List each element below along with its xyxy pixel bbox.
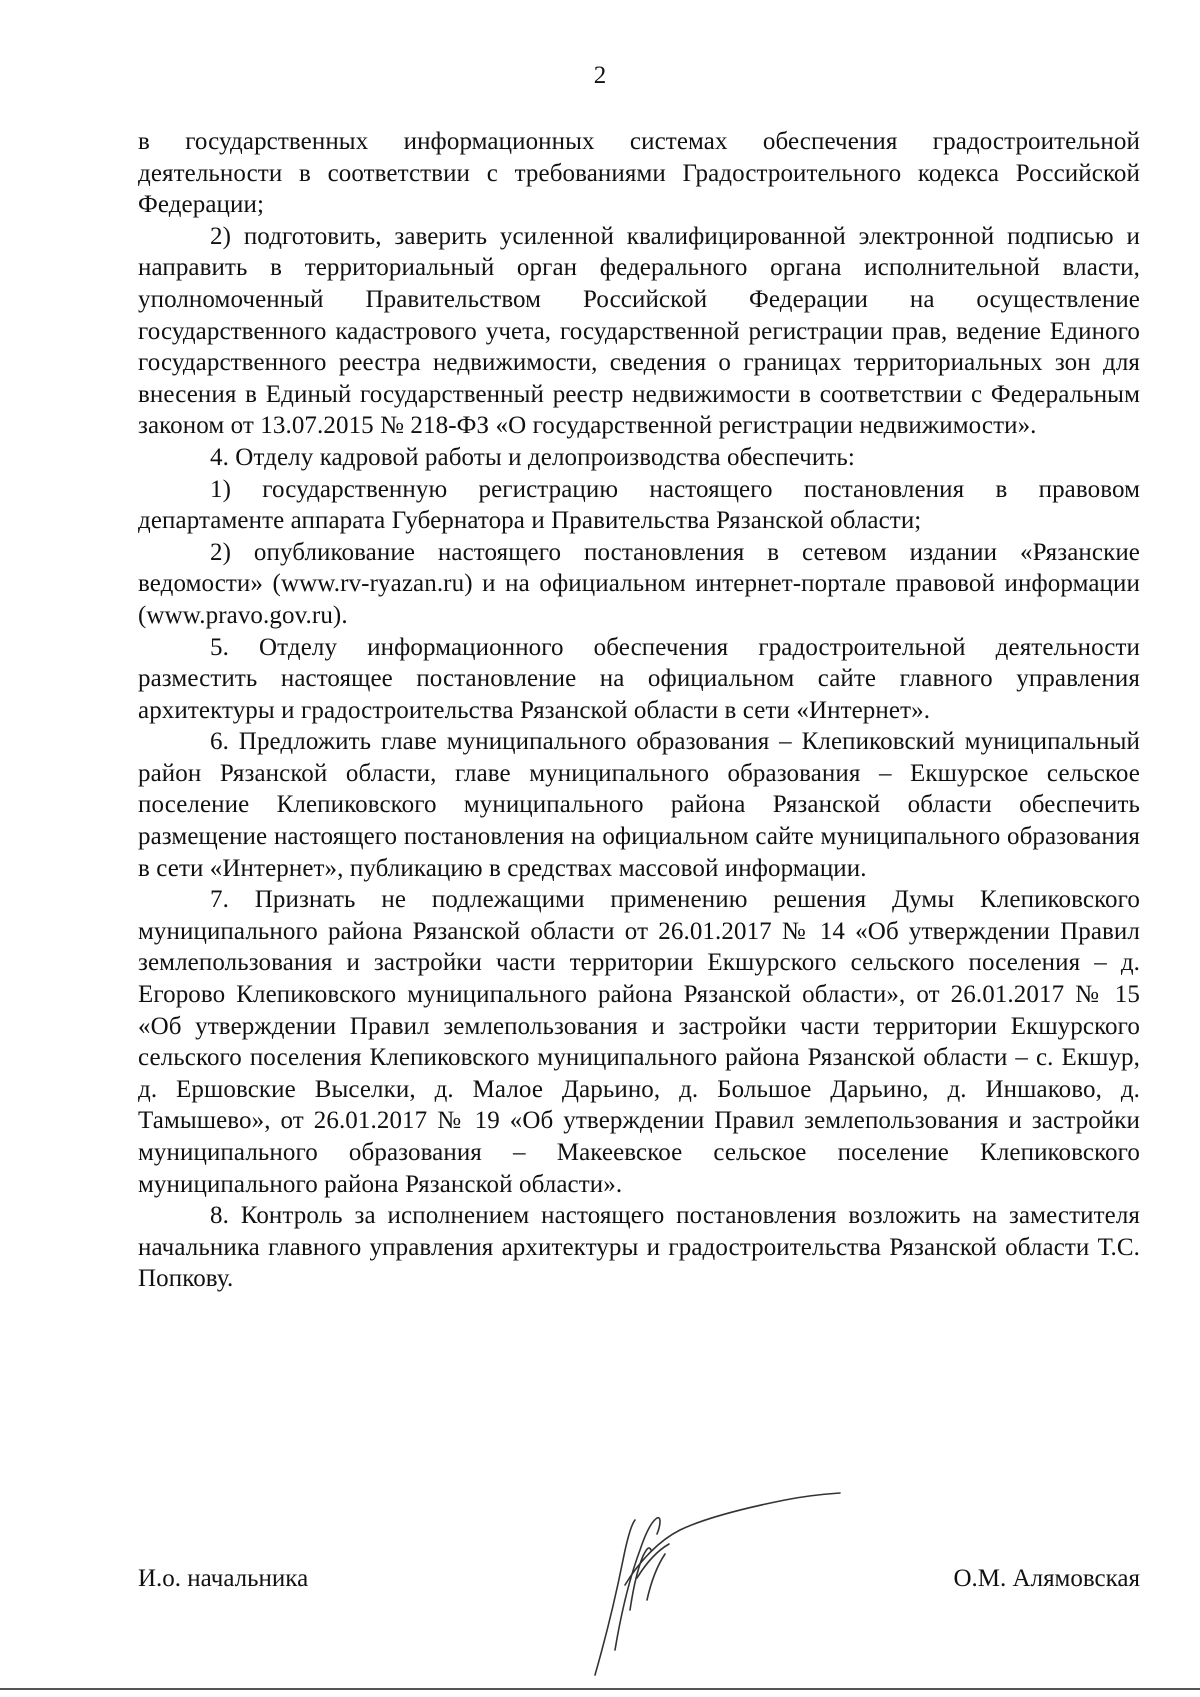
handwritten-signature [585, 1490, 845, 1680]
paragraph-item-8: 8. Контроль за исполнением настоящего постановления возложить на заместителя начальника главного управления архитектуры и градостроительства Рязанской области Т.С. Попкову. [138, 1202, 1140, 1293]
page-bottom-edge [0, 1688, 1200, 1690]
signature-stroke [595, 1520, 635, 1675]
signature-stroke [615, 1518, 660, 1650]
paragraph-item-5: 5. Отделу информационного обеспечения градостроительной деятельности разместить настоящее постановление на официальном сайте главного управления архитектуры и градостроительства Рязанской области в сети «Интернет». [138, 633, 1140, 724]
document-body [138, 126, 1140, 1295]
paragraph-item-3-2: 2) подготовить, заверить усиленной квалифицированной электронной подписью и направить в территориальный орган федерального органа исполнительной власти, уполномоченный Правительством Российской Федерации на осуществление государственного кадастрового учета, государственной регистрации прав, ведение Единого государственного реестра недвижимости, сведения о границах территориальных зон для внесения в Единый государственный реестр недвижимости в соответствии с Федеральным законом от 13.07.2015 № 218-ФЗ «О государственной регистрации недвижимости». [138, 222, 1140, 440]
page-number: 2 [593, 62, 607, 89]
paragraph-item-4-1: 1) государственную регистрацию настоящего постановления в правовом департаменте аппарата Губернатора и Правительства Рязанской области; [138, 475, 1140, 535]
paragraph-item-4: 4. Отделу кадровой работы и делопроизводства обеспечить: [210, 443, 855, 471]
paragraph-continuation: в государственных информационных системах обеспечения градостроительной деятельности в соответствии с требованиями Градостроительного кодекса Российской Федерации; [138, 128, 1140, 219]
paragraph-item-4-2: 2) опубликование настоящего постановления в сетевом издании «Рязанские ведомости» (www.rv-ryazan.ru) и на официальном интернет-портале правовой информации (www.pravo.gov.ru). [138, 538, 1140, 629]
signer-role: И.о. начальника [138, 1565, 309, 1592]
paragraph-item-7: 7. Признать не подлежащими применению решения Думы Клепиковского муниципального района Рязанской области от 26.01.2017 № 14 «Об утверждении Правил землепользования и застройки части территории Екшурского сельского поселения – д. Егорово Клепиковского муниципального района Рязанской области», от 26.01.2017 № 15 «Об утверждении Правил землепользования и застройки части территории Екшурского сельского поселения Клепиковского муниципального района Рязанской области – с. Екшур, д. Ершовские Выселки, д. Малое Дарьино, д. Большое Дарьино, д. Иншаково, д. Тамышево», от 26.01.2017 № 19 «Об утверждении Правил землепользования и застройки муниципального образования – Макеевское сельское поселение Клепиковского муниципального района Рязанской области». [138, 886, 1140, 1198]
signer-name: О.М. Алямовская [953, 1565, 1140, 1592]
paragraph-item-6: 6. Предложить главе муниципального образования – Клепиковский муниципальный район Рязанской области, главе муниципального образования – Екшурское сельское поселение Клепиковского муниципального района Рязанской области обеспечить размещение настоящего постановления на официальном сайте муниципального образования в сети «Интернет», публикацию в средствах массовой информации. [138, 728, 1140, 882]
signature-stroke [630, 1548, 651, 1610]
signature-stroke [625, 1493, 840, 1585]
